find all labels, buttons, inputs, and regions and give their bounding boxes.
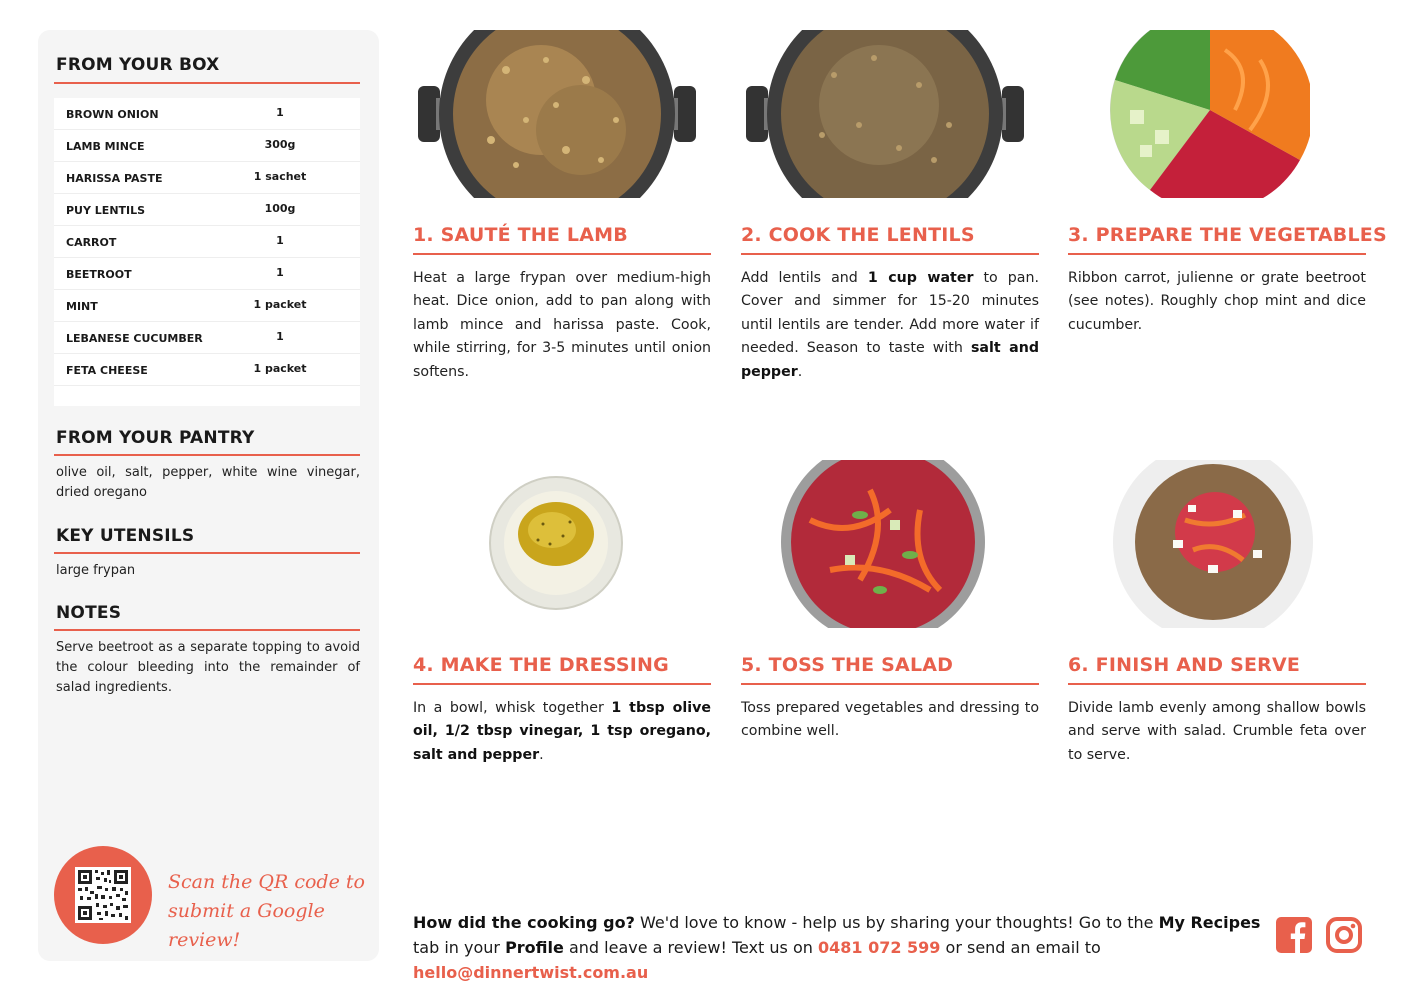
utensils-text: large frypan <box>56 563 136 578</box>
feedback-footer <box>413 910 1263 985</box>
instagram-icon[interactable] <box>1325 916 1363 954</box>
step-6-body <box>1068 697 1366 767</box>
body-text: Divide lamb evenly among shallow bowls and serve with salad. Crumble feta over to serve. <box>1068 700 1366 763</box>
qr-callout-line: Scan the QR code to <box>168 871 365 893</box>
body-text: to pan. Cover and simmer for 15-20 minutes until lentils are tender. Add more water if needed. Season to taste with <box>741 270 1039 357</box>
ingredients-table <box>54 98 360 406</box>
table-row <box>54 322 360 354</box>
step-4-image <box>488 474 624 612</box>
step-6-image <box>1113 460 1317 630</box>
from-your-box-title: FROM YOUR BOX <box>56 55 220 75</box>
ingredient-name: FETA CHEESE <box>66 364 148 377</box>
qr-callout <box>168 868 368 955</box>
phone-link[interactable]: 0481 072 599 <box>817 938 941 957</box>
step-2-image <box>744 30 1026 200</box>
step-4-body <box>413 697 711 767</box>
key-utensils-title: KEY UTENSILS <box>56 526 195 546</box>
step-rule <box>413 253 711 255</box>
table-row <box>54 226 360 258</box>
ingredient-name: HARISSA PASTE <box>66 172 163 185</box>
footer-text: or send an email to <box>940 938 1101 957</box>
step-5-body <box>741 697 1039 744</box>
ingredient-qty: 1 sachet <box>253 170 307 183</box>
ingredient-qty: 1 packet <box>253 362 307 375</box>
ingredient-qty: 1 packet <box>253 298 307 311</box>
facebook-icon[interactable] <box>1275 916 1313 954</box>
step-2-title: 2. COOK THE LENTILS <box>741 224 975 246</box>
table-row <box>54 130 360 162</box>
email-link[interactable]: hello@dinnertwist.com.au <box>413 963 649 982</box>
ingredient-qty: 100g <box>264 202 296 215</box>
step-1-image <box>416 30 698 200</box>
qr-code-icon[interactable] <box>75 867 131 923</box>
notes-text: Serve beetroot as a separate topping to avoid the colour bleeding into the remainder of salad ingredients. <box>56 640 360 695</box>
table-row <box>54 354 360 386</box>
ingredient-qty: 1 <box>276 106 284 119</box>
footer-text: We'd love to know - help us by sharing your thoughts! Go to the <box>634 913 1159 932</box>
step-rule <box>1068 683 1366 685</box>
step-rule <box>1068 253 1366 255</box>
footer-question: How did the cooking go? <box>413 913 635 932</box>
table-row <box>54 290 360 322</box>
ingredient-qty: 1 <box>276 234 284 247</box>
emphasis-text: salt and pepper <box>741 340 1039 380</box>
section-rule <box>54 82 360 84</box>
my-recipes-link[interactable]: My Recipes <box>1158 913 1261 932</box>
body-text: Heat a large frypan over medium-high heat. Dice onion, add to pan along with lamb mince and harissa paste. Cook, while stirring, for 3-5 minutes until onion softens. <box>413 270 711 380</box>
body-text: Ribbon carrot, julienne or grate beetroot (see notes). Roughly chop mint and dice cucumber. <box>1068 270 1366 333</box>
step-1-body <box>413 267 711 384</box>
notes-title: NOTES <box>56 603 122 623</box>
step-1-title: 1. SAUTÉ THE LAMB <box>413 224 628 246</box>
ingredient-name: LAMB MINCE <box>66 140 145 153</box>
from-your-pantry-title: FROM YOUR PANTRY <box>56 428 255 448</box>
ingredient-name: PUY LENTILS <box>66 204 146 217</box>
body-text: Toss prepared vegetables and dressing to combine well. <box>741 700 1039 740</box>
body-text: . <box>797 363 803 380</box>
section-rule <box>54 454 360 456</box>
ingredient-name: BROWN ONION <box>66 108 159 121</box>
footer-text: and leave a review! Text us on <box>563 938 818 957</box>
step-4-title: 4. MAKE THE DRESSING <box>413 654 669 676</box>
ingredient-name: MINT <box>66 300 98 313</box>
ingredient-qty: 1 <box>276 266 284 279</box>
qr-badge[interactable] <box>54 846 152 944</box>
ingredient-qty: 1 <box>276 330 284 343</box>
body-text: . <box>539 746 544 763</box>
step-rule <box>741 683 1039 685</box>
section-rule <box>54 629 360 631</box>
sidebar <box>38 30 379 961</box>
step-2-body <box>741 267 1039 384</box>
ingredient-name: BEETROOT <box>66 268 132 281</box>
ingredient-qty: 300g <box>264 138 296 151</box>
emphasis-text: 1 cup water <box>867 270 974 286</box>
step-3-image <box>1110 30 1310 200</box>
step-6-title: 6. FINISH AND SERVE <box>1068 654 1301 676</box>
step-5-image <box>780 460 986 630</box>
qr-callout-line: submit a Google review! <box>168 900 325 951</box>
section-rule <box>54 552 360 554</box>
table-row <box>54 194 360 226</box>
profile-link[interactable]: Profile <box>505 938 564 957</box>
step-rule <box>741 253 1039 255</box>
body-text: Add lentils and <box>741 270 868 286</box>
table-row <box>54 258 360 290</box>
step-5-title: 5. TOSS THE SALAD <box>741 654 954 676</box>
ingredient-name: LEBANESE CUCUMBER <box>66 332 203 345</box>
table-row <box>54 162 360 194</box>
step-rule <box>413 683 711 685</box>
emphasis-text: 1 tbsp olive oil, 1/2 tbsp vinegar, 1 tsp oregano, salt and pepper <box>413 700 711 763</box>
pantry-text: olive oil, salt, pepper, white wine vinegar, dried oregano <box>56 465 360 500</box>
step-3-body <box>1068 267 1366 337</box>
table-row <box>54 98 360 130</box>
footer-text: tab in your <box>413 938 506 957</box>
qr-code-graphic <box>75 867 131 923</box>
body-text: In a bowl, whisk together <box>413 700 612 716</box>
ingredient-name: CARROT <box>66 236 117 249</box>
step-3-title: 3. PREPARE THE VEGETABLES <box>1068 224 1387 246</box>
